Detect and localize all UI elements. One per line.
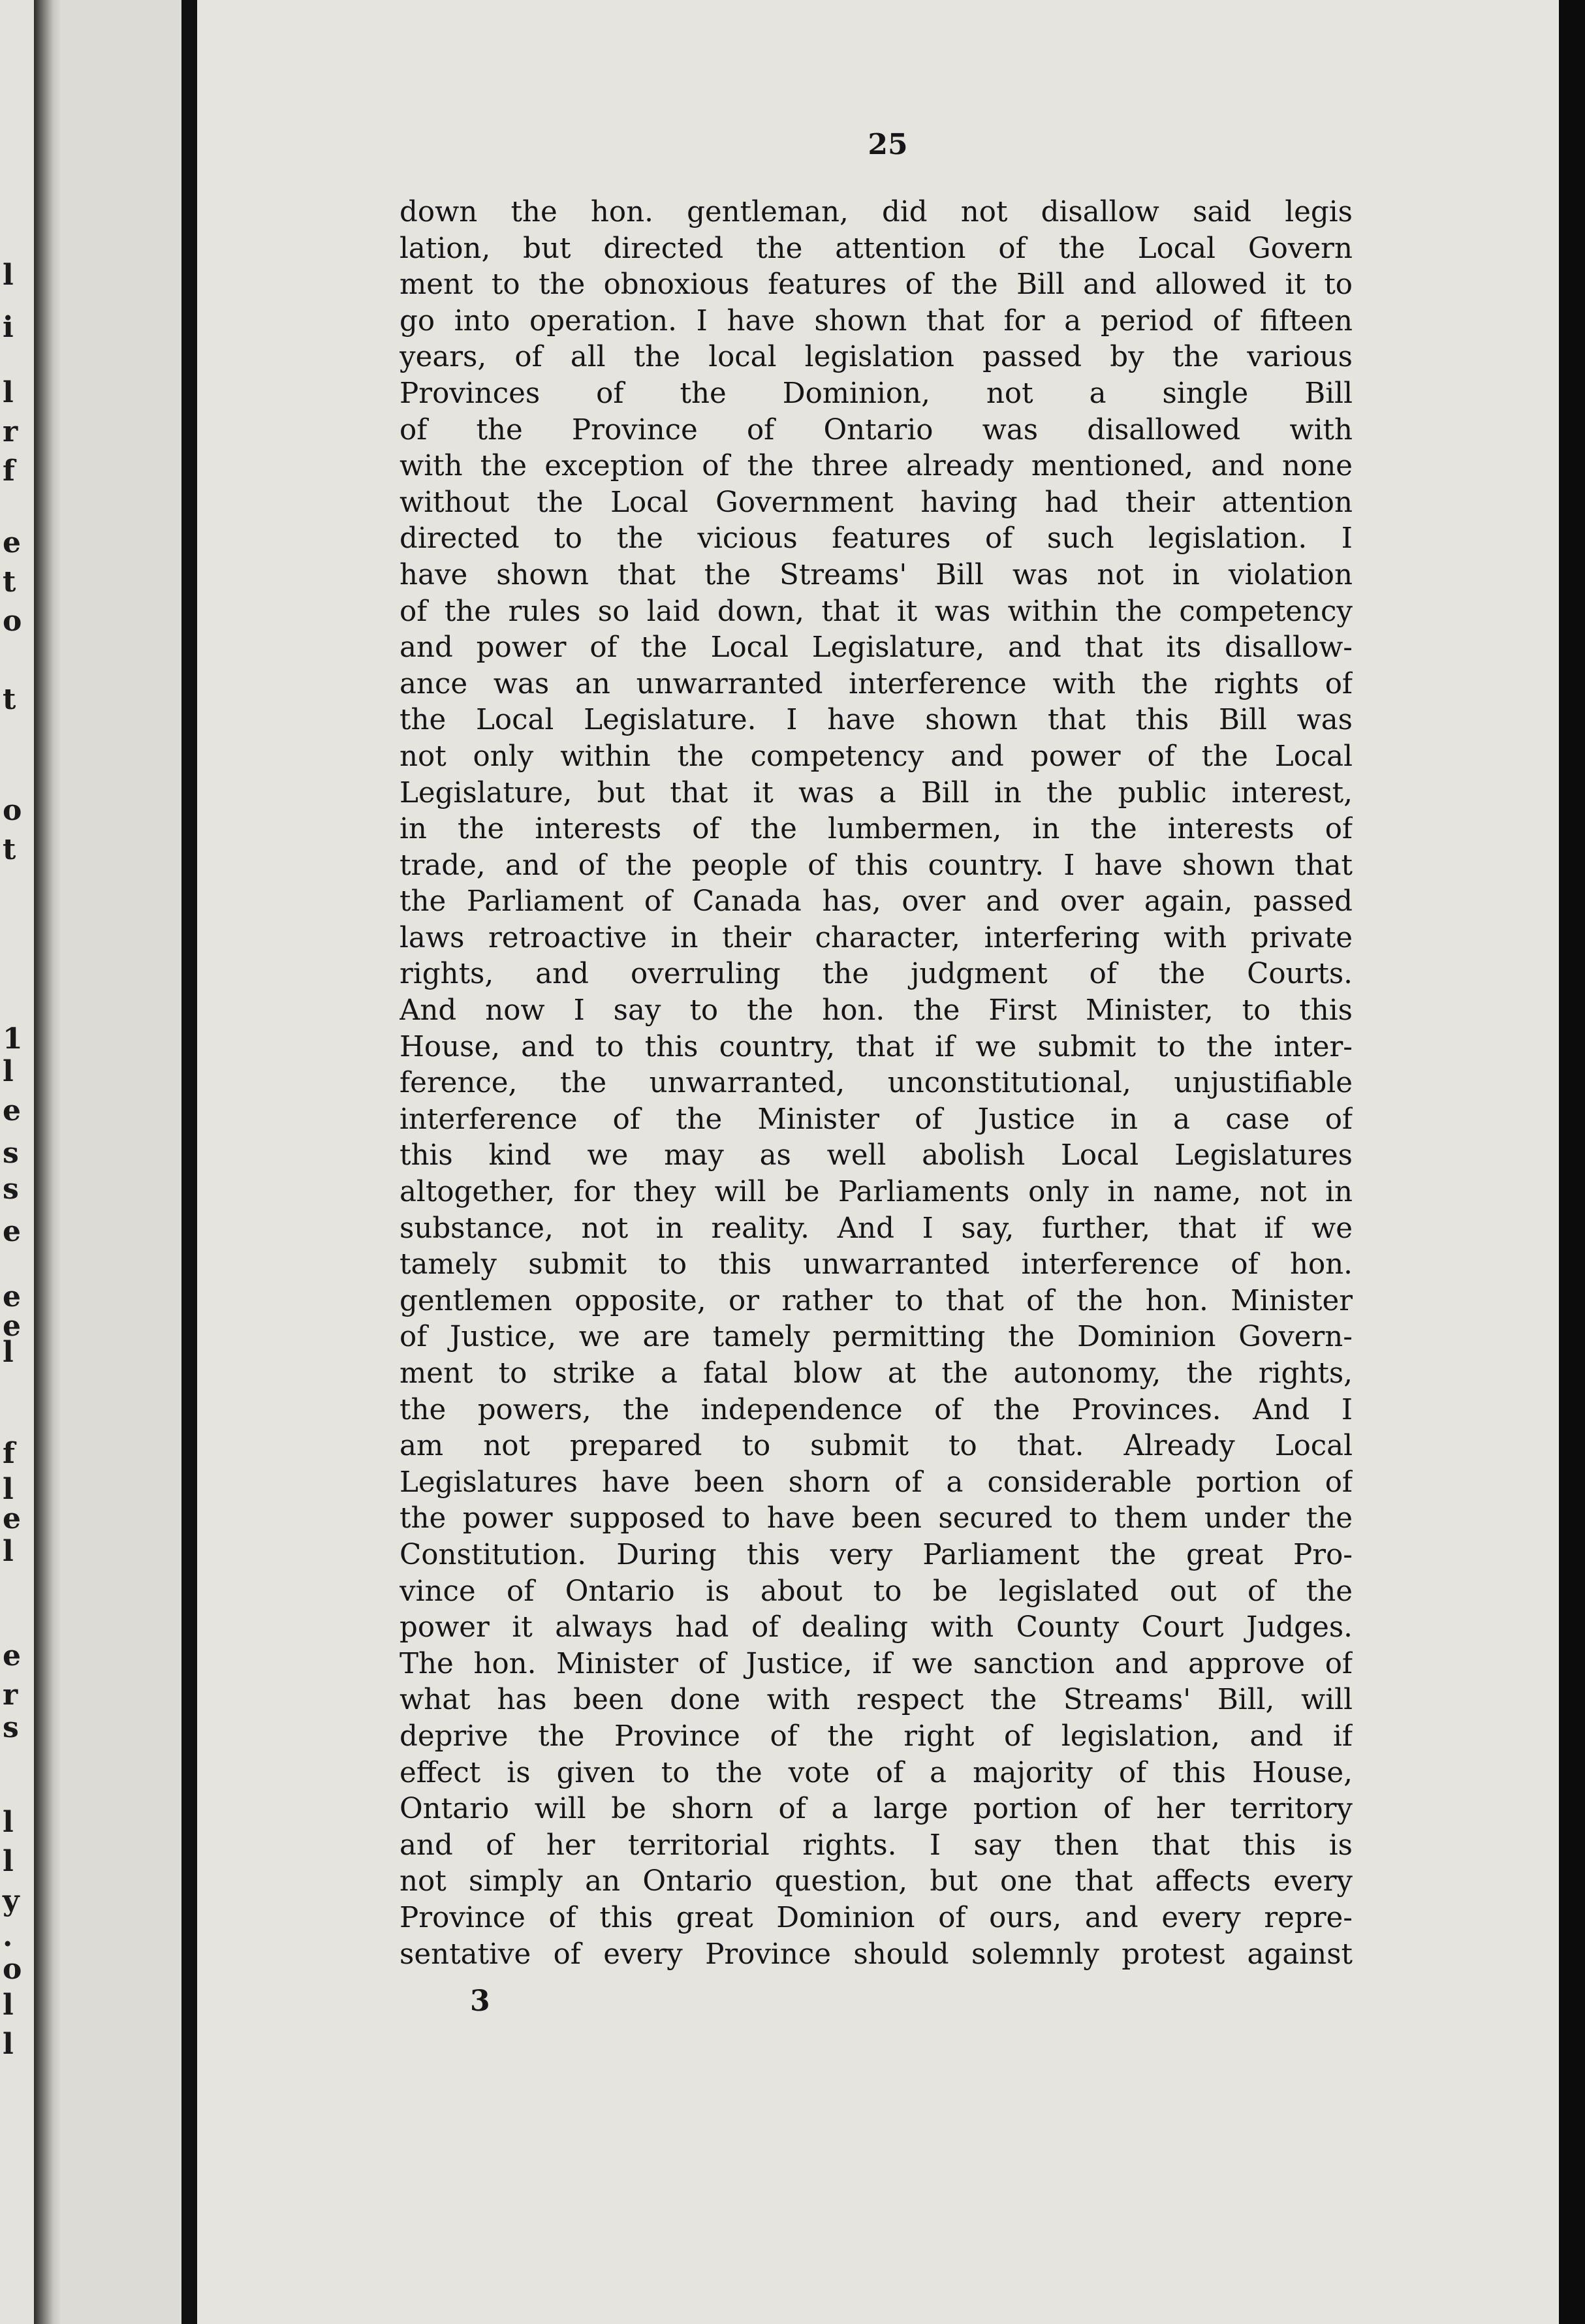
text-line: the power supposed to have been secured to them under the [400,1502,1353,1535]
text-line: Provinces of the Dominion, not a single Bill [400,377,1353,410]
previous-page-fragment: f [3,454,15,488]
text-line: substance, not in reality. And I say, further, that if we [400,1212,1353,1245]
text-line: what has been done with respect the Streams' Bill, will [400,1684,1353,1717]
previous-page-fragment: l [3,2028,14,2061]
text-line: altogether, for they will be Parliaments only in name, not in [400,1176,1353,1209]
previous-page-fragment: t [3,683,16,716]
text-line: ment to strike a fatal blow at the autonomy, the rights, [400,1357,1353,1390]
text-line: gentlemen opposite, or rather to that of the hon. Minister [400,1284,1353,1317]
previous-page-fragment: l [3,1055,14,1088]
text-line: of Justice, we are tamely permitting the Dominion Govern- [400,1321,1353,1354]
previous-page-fragment: l [3,259,14,292]
text-line: vince of Ontario is about to be legislated out of the [400,1575,1353,1608]
text-line: rights, and overruling the judgment of the Courts. [400,958,1353,991]
previous-page-fragment: s [3,1137,19,1170]
previous-page-fragment: l [3,1336,14,1369]
text-line: and power of the Local Legislature, and that its disallow- [400,631,1353,665]
previous-page-fragment: e [3,1639,21,1672]
previous-page-fragment: o [3,1953,22,1986]
previous-page-fragment: o [3,794,22,827]
previous-page-fragment: e [3,526,21,559]
previous-page-fragment: s [3,1172,19,1206]
signature-mark: 3 [470,1985,490,2018]
text-line: The hon. Minister of Justice, if we sanction and approve of [400,1647,1353,1680]
previous-page-fragment: l [3,376,14,409]
text-line: lation, but directed the attention of the Local Govern [400,232,1353,265]
text-line: the powers, the independence of the Provinces. And I [400,1393,1353,1426]
text-line: down the hon. gentleman, did not disallow said legis [400,196,1353,228]
previous-page-fragment: . [3,1920,13,1953]
binding-gutter [34,0,60,2324]
previous-page-fragment: o [3,605,22,638]
text-line: in the interests of the lumbermen, in the interests of [400,813,1353,846]
text-line: years, of all the local legislation passed by the various [400,341,1353,374]
text-line: am not prepared to submit to that. Already Local [400,1430,1353,1463]
page-number: 25 [868,128,908,161]
text-line: not only within the competency and power of the Local [400,740,1353,773]
text-line: sentative of every Province should solemnly protest against [400,1938,1353,1971]
text-line: Constitution. During this very Parliament the great Pro- [400,1538,1353,1571]
previous-page-fragment: e [3,1280,21,1313]
text-line: the Local Legislature. I have shown that this Bill was [400,704,1353,737]
previous-page-fragment: e [3,1502,21,1535]
previous-page-fragment: f [3,1437,15,1470]
previous-page-fragment: e [3,1094,21,1127]
text-line: ment to the obnoxious features of the Bill and allowed it to [400,268,1353,302]
previous-page-fragment: l [3,1473,14,1506]
previous-page-fragment: r [3,1678,18,1712]
text-line: directed to the vicious features of such legislation. I [400,522,1353,556]
previous-page-fragment: l [3,1845,14,1878]
text-line: And now I say to the hon. the First Minister, to this [400,994,1353,1028]
text-line: with the exception of the three already mentioned, and none [400,450,1353,483]
previous-page-fragment: s [3,1711,19,1744]
text-line: this kind we may as well abolish Local Legislatures [400,1139,1353,1172]
previous-page-fragment: l [3,1806,14,1839]
text-line: without the Local Government having had their attention [400,486,1353,519]
text-line: effect is given to the vote of a majority of this House, [400,1756,1353,1789]
text-line: go into operation. I have shown that for a period of fifteen [400,304,1353,338]
previous-page-edge [0,0,34,2324]
text-line: Province of this great Dominion of ours, and every repre- [400,1901,1353,1934]
text-line: ference, the unwarranted, unconstitutional, unjustifiable [400,1067,1353,1100]
text-line: Legislature, but that it was a Bill in the public interest, [400,776,1353,809]
previous-page-fragment: e [3,1310,21,1343]
previous-page-fragment: y [3,1884,20,1917]
text-line: tamely submit to this unwarranted interference of hon. [400,1248,1353,1281]
text-line: and of her territorial rights. I say then that this is [400,1829,1353,1862]
text-line: not simply an Ontario question, but one that affects every [400,1865,1353,1898]
text-line: power it always had of dealing with County Court Judges. [400,1611,1353,1644]
body-text [400,195,1353,1973]
text-line: of the rules so laid down, that it was within the competency [400,595,1353,628]
previous-page-fragment: l [3,1535,14,1568]
previous-page-fragment: r [3,415,18,448]
text-line: of the Province of Ontario was disallowed with [400,413,1353,447]
previous-page-fragment: t [3,565,16,599]
text-line: House, and to this country, that if we submit to the inter- [400,1030,1353,1063]
previous-page-fragment: e [3,1215,21,1248]
text-line: ance was an unwarranted interference with the rights of [400,667,1353,700]
previous-page-fragment: 1 [3,1022,23,1056]
text-line: Ontario will be shorn of a large portion of her territory [400,1793,1353,1826]
text-line: Legislatures have been shorn of a considerable portion of [400,1466,1353,1499]
text-line: have shown that the Streams' Bill was not in violation [400,558,1353,591]
text-line: laws retroactive in their character, interfering with private [400,921,1353,954]
text-line: interference of the Minister of Justice in a case of [400,1103,1353,1136]
text-line: the Parliament of Canada has, over and over again, passed [400,885,1353,919]
page-margin-strip [60,0,181,2324]
text-line: trade, and of the people of this country. I have shown that [400,849,1353,882]
previous-page-fragment: t [3,833,16,866]
previous-page-fragment: l [3,1988,14,2022]
scan-right-edge [1559,0,1585,2324]
previous-page-fragment: i [3,311,14,344]
binding-shadow [181,0,197,2324]
text-line: deprive the Province of the right of legislation, and if [400,1719,1353,1753]
